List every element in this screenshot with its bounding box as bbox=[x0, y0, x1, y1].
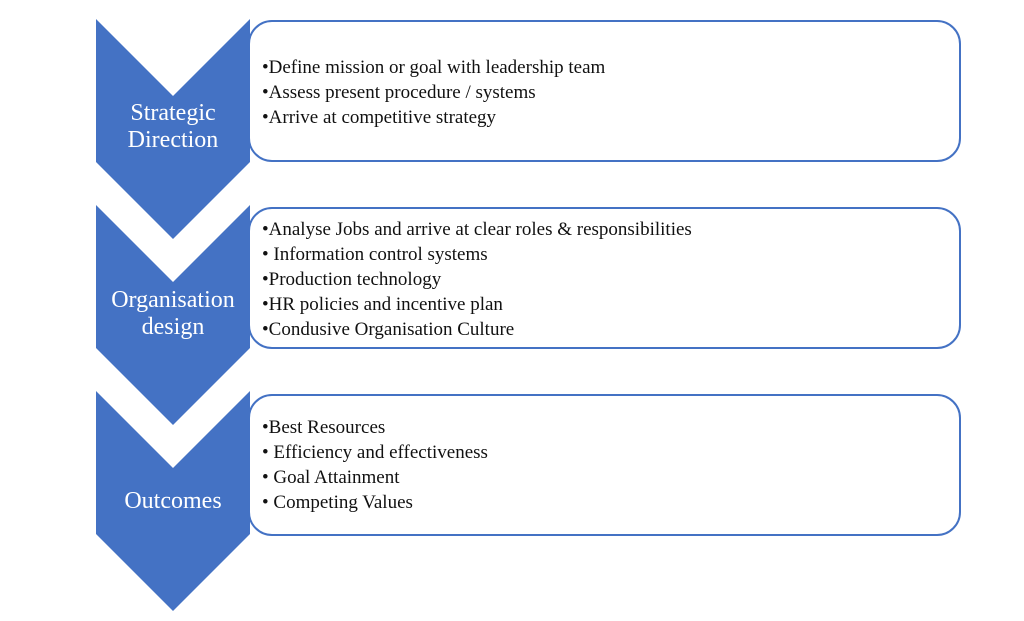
step-2-bullet-list bbox=[262, 217, 959, 342]
step-3-chevron bbox=[96, 391, 250, 611]
step-3-bullet-4: • Competing Values bbox=[262, 492, 413, 513]
step-1-bullet-1: •Define mission or goal with leadership team bbox=[262, 57, 606, 78]
step-2-bullet-4: •HR policies and incentive plan bbox=[262, 294, 503, 315]
step-2-label: Organisation design bbox=[111, 287, 235, 340]
step-3-bullet-list bbox=[262, 415, 959, 515]
step-1-label: Strategic Direction bbox=[127, 100, 219, 153]
step-1-details-box bbox=[248, 20, 961, 162]
step-2-bullet-2: • Information control systems bbox=[262, 244, 488, 265]
step-2-bullet-3: •Production technology bbox=[262, 269, 442, 290]
step-1-bullet-3: •Arrive at competitive strategy bbox=[262, 107, 497, 128]
step-3-bullet-3: • Goal Attainment bbox=[262, 467, 400, 488]
step-3-details-box bbox=[248, 394, 961, 536]
step-3-bullet-1: •Best Resources bbox=[262, 417, 386, 438]
step-1-bullet-list bbox=[262, 55, 959, 130]
step-3-bullet-2: • Efficiency and effectiveness bbox=[262, 442, 488, 463]
step-1-bullet-2: •Assess present procedure / systems bbox=[262, 82, 536, 103]
step-2-bullet-5: •Condusive Organisation Culture bbox=[262, 319, 515, 340]
step-2-bullet-1: •Analyse Jobs and arrive at clear roles & responsibilities bbox=[262, 219, 692, 240]
step-3-label: Outcomes bbox=[124, 488, 222, 514]
step-2-details-box bbox=[248, 207, 961, 349]
